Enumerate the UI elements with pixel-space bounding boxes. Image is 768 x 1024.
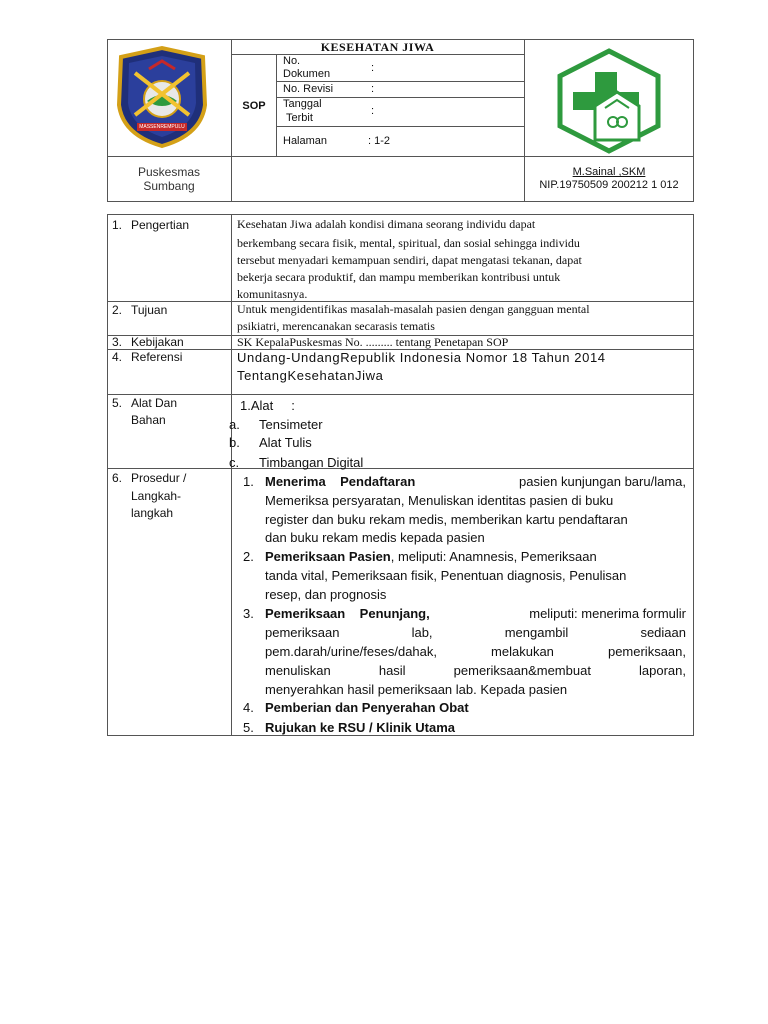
row-label-alat-2: Bahan: [131, 413, 166, 427]
field-tanggal-terbit-value: :: [371, 105, 375, 117]
row-number-1: 1.: [112, 218, 123, 232]
row-number-6: 6.: [112, 471, 123, 485]
step-text: meliputi: menerima formulir: [529, 606, 686, 621]
step-first-line: [265, 606, 686, 621]
puskesmas-logo: [555, 48, 663, 154]
step-line: tanda vital, Pemeriksaan fisik, Penentuan diagnosis, Penulisan: [265, 568, 627, 583]
row-label-prosedur-1: Prosedur /: [131, 471, 187, 485]
step-line: resep, dan prognosis: [265, 587, 387, 602]
step-line: pem.darah/urine/feses/dahak, melakukan pemeriksaan,: [265, 644, 686, 659]
pengertian-line: bekerja secara produktif, dan mampu memberikan kontribusi untuk: [237, 270, 561, 284]
row-label-prosedur-3: langkah: [131, 506, 174, 520]
field-no-dokumen-value: :: [371, 62, 375, 74]
alat-item-marker: b.: [229, 435, 240, 450]
row-label-prosedur-2: Langkah-: [131, 489, 182, 503]
step-number: 4.: [243, 700, 254, 715]
field-tanggal-terbit-label-1: Tanggal: [283, 98, 322, 110]
org-name-line-1: Puskesmas: [137, 165, 201, 179]
sop-label: SOP: [242, 100, 266, 112]
referensi-line: TentangKesehatanJiwa: [237, 368, 384, 383]
step-title: Menerima Pendaftaran: [265, 474, 416, 489]
step-text: pasien kunjungan baru/lama,: [519, 474, 686, 489]
step-line: pemeriksaan lab, mengambil sediaan: [265, 625, 686, 640]
document-title: KESEHATAN JIWA: [320, 40, 435, 54]
field-no-revisi-label: No. Revisi: [283, 83, 334, 95]
row-label-tujuan: Tujuan: [131, 303, 168, 317]
step-line: dan buku rekam medis kepada pasien: [265, 530, 485, 545]
tujuan-line: psikiatri, merencanakan secarasis tematis: [237, 319, 435, 333]
pengertian-line: Kesehatan Jiwa adalah kondisi dimana seorang individu dapat: [237, 217, 536, 231]
signer-name: M.Sainal ,SKM: [572, 166, 646, 178]
row-number-5: 5.: [112, 396, 123, 410]
row-label-pengertian: Pengertian: [131, 218, 190, 232]
step-number: 2.: [243, 549, 254, 564]
step-text: , meliputi: Anamnesis, Pemeriksaan: [390, 549, 597, 564]
row-label-alat-1: Alat Dan: [131, 396, 178, 410]
tujuan-line: Untuk mengidentifikas masalah-masalah pasien dengan gangguan mental: [237, 302, 590, 316]
step-title: Pemberian dan Penyerahan Obat: [265, 700, 469, 715]
step-line: Memeriksa persyaratan, Menuliskan identitas pasien di buku: [265, 493, 614, 508]
field-no-dokumen-label-1: No.: [283, 55, 301, 67]
org-name-line-2: Sumbang: [143, 179, 195, 193]
row-number-2: 2.: [112, 303, 123, 317]
field-no-revisi-value: :: [371, 83, 375, 95]
kebijakan-text: SK KepalaPuskesmas No. ......... tentang Penetapan SOP: [237, 335, 509, 349]
logo-banner-text: MASSENREMPULU: [139, 124, 185, 130]
regional-logo: [113, 45, 211, 149]
step-first-line: [265, 474, 686, 489]
row-number-3: 3.: [112, 335, 123, 349]
field-no-dokumen-label-2: Dokumen: [283, 68, 331, 80]
field-halaman-label: Halaman: [283, 135, 328, 147]
step-title: Pemeriksaan Penunjang,: [265, 606, 430, 621]
alat-item: Alat Tulis: [259, 435, 312, 450]
pengertian-line: tersebut menyadari kemampuan sendiri, dapat mengatasi tekanan, dapat: [237, 253, 582, 267]
step-number: 3.: [243, 606, 254, 621]
alat-item: Tensimeter: [259, 417, 323, 432]
referensi-line: Undang-UndangRepublik Indonesia Nomor 18 Tahun 2014: [237, 350, 606, 365]
step-number: 1.: [243, 474, 254, 489]
alat-item-marker: c.: [229, 455, 240, 470]
alat-item-marker: a.: [229, 417, 240, 432]
signer-nip: NIP.19750509 200212 1 012: [539, 179, 679, 191]
step-title: Pemeriksaan Pasien: [265, 549, 391, 564]
step-title: Rujukan ke RSU / Klinik Utama: [265, 720, 455, 735]
row-number-4: 4.: [112, 350, 123, 364]
step-line: menyerahkan hasil pemeriksaan lab. Kepada pasien: [265, 682, 568, 697]
step-line: register dan buku rekam medis, memberikan kartu pendaftaran: [265, 512, 628, 527]
row-label-kebijakan: Kebijakan: [131, 335, 184, 349]
row-label-referensi: Referensi: [131, 350, 183, 364]
field-halaman-value: : 1-2: [368, 135, 391, 147]
alat-item: Timbangan Digital: [259, 455, 364, 470]
pengertian-line: berkembang secara fisik, mental, spiritual, dan sosial sehingga individu: [237, 236, 580, 250]
alat-heading: 1.Alat :: [240, 398, 295, 413]
step-first-line: [265, 549, 686, 564]
step-number: 5.: [243, 720, 254, 735]
step-line: menuliskan hasil pemeriksaan&membuat laporan,: [265, 663, 686, 678]
pengertian-line: komunitasnya.: [237, 287, 308, 301]
field-tanggal-terbit-label-2: Terbit: [286, 112, 313, 124]
